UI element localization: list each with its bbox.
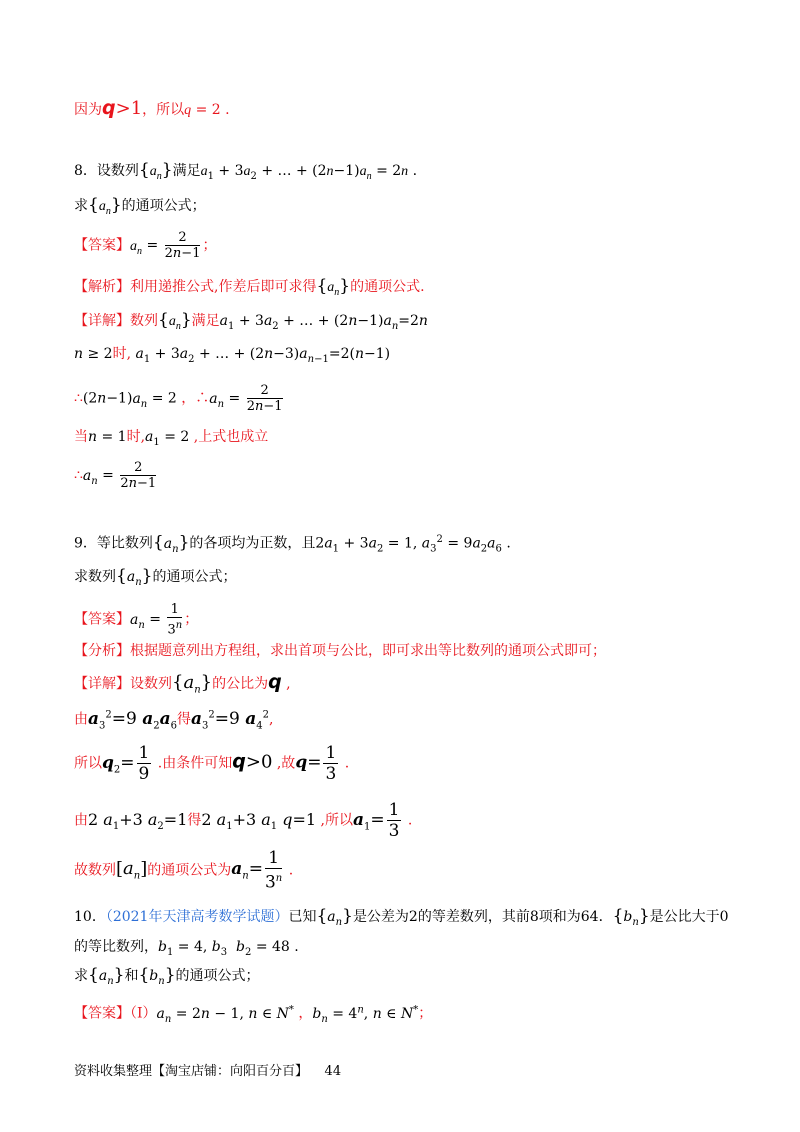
problem-9-statement: 9．等比数列$\{a_n\}$的各项均为正数，且$2a_1 + 3a_2 = 1$, $a_3^2 = 9a_2a_6$ . [74,532,511,555]
problem-8-statement: 8．设数列$\{a_n\}$满足$a_1 + 3a_2$ + … + $(2n-1)a_n = 2n$ . [74,160,418,182]
problem-8-detail-4: 当n = 1时$,a_1 = 2$ ,上式也成立 [74,429,269,448]
problem-9-detail-1: 【详解】设数列$\{a_n\}$的公比为q , [74,671,291,696]
problem-8-question: 求$\{a_n\}$的通项公式； [74,195,206,217]
page-footer [74,1060,341,1079]
problem-8-detail-5: $\therefore a_n$ = $\frac{2}{2n-1}$ [74,460,157,491]
problem-10-statement: 10．（2021年天津高考数学试题）已知$\{a_n\}$是公差为2的等差数列，其前8项和为64．$\{b_n\}$是公比大于0 [74,906,729,928]
problem-10-statement-2: 的等比数列，$b_1 = 4$, $b_3$ $b_2 = 48$ . [74,939,299,958]
solution-line: 因为q>1，所以q = 2 . [74,97,230,119]
problem-9-answer: 【答案】$a_n$ = $\frac{1}{3^n}$ ； [74,602,199,638]
problem-9-detail-5: 故数列$[a_n]$的通项公式为$a_n=$ $\frac{1}{3^n}$ . [74,848,294,893]
problem-8-answer: 【答案】$a_n$ = $\frac{2}{2n-1}$ ； [74,230,217,261]
problem-8-detail-1: 【详解】数列$\{a_n\}$满足$a_1 + 3a_2$ + … + $(2n-1)a_n=2n$ [74,310,428,332]
problem-9-question: 求数列$\{a_n\}$的通项公式； [74,566,237,588]
problem-9-detail-3: 所以$q_2=$ $\frac{1}{9}$ .由条件可知q>0 ,故q= $\frac{1}{3}$ . [74,743,350,784]
problem-10-question: 求$\{a_n\}$和$\{b_n\}$的通项公式； [74,965,260,987]
problem-9-detail-4: 由2 $a_1+3$ $a_2=1$得2 $a_1+3$ $a_1$ q=1 ,所以$a_1=$ $\frac{1}{3}$ . [74,800,413,841]
problem-8-analysis: 【解析】利用递推公式,作差后即可求得$\{a_n\}$的通项公式. [74,276,425,298]
problem-9-analysis: 【分析】根据题意列出方程组，求出首项与公比，即可求出等比数列的通项公式即可； [74,643,606,659]
problem-10-answer: 【答案】$(I)a_n = 2n - 1$, n ∈ N* ，$b_n = 4^n$, n ∈ N*； [74,1004,433,1025]
problem-8-detail-3: $\therefore(2n-1)a_n = 2$ ，$\therefore a_n$ = $\frac{2}{2n-1}$ [74,383,283,414]
problem-9-detail-2: 由$a_3^2=9$ $a_2a_6$得$a_3^2=9$ $a_4^2$, [74,708,274,732]
problem-8-detail-2: n ≥ 2时, $a_1 + 3a_2$ + … + $(2n-3)a_{n-1}=2(n-1)$ [74,346,391,365]
footer-text: 资料收集整理【淘宝店铺：向阳百分百】 [74,1064,309,1079]
page-number: 44 [324,1064,342,1079]
